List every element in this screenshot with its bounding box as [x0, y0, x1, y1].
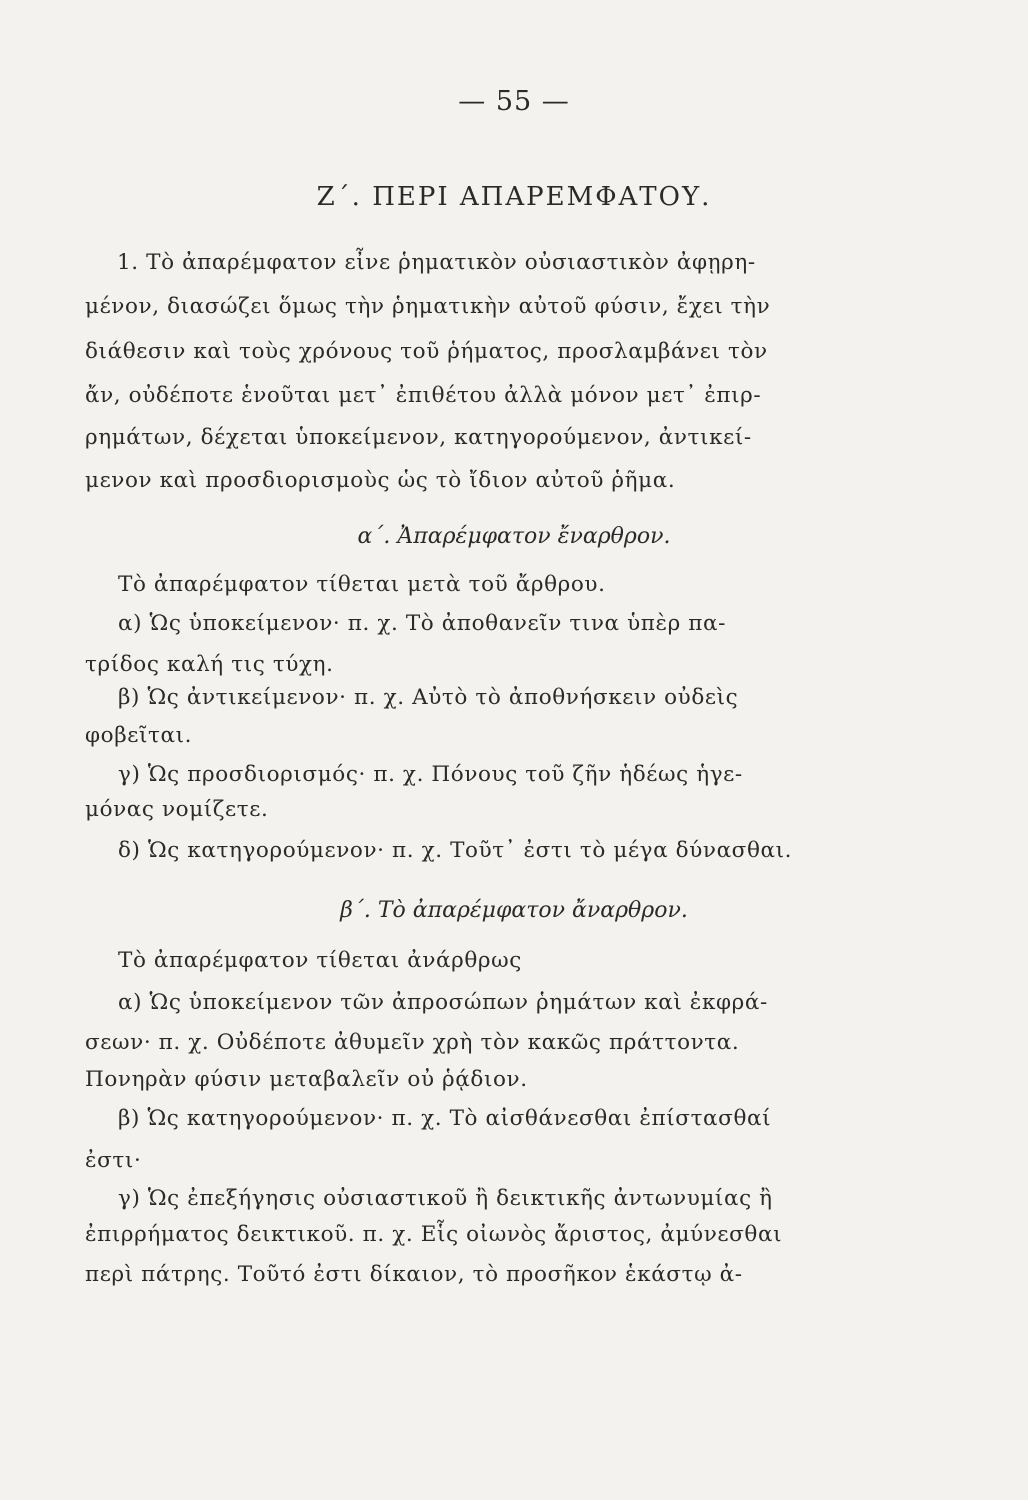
text-line: δ) Ὡς κατηγορούμενον· π. χ. Τοῦτ᾽ ἐστι τὸ μέγα δύνασθαι. [118, 838, 793, 863]
intro-line: μενον καὶ προσδιορισμοὺς ὡς τὸ ἴδιον αὐτοῦ ῥῆμα. [85, 468, 676, 493]
intro-line: ἄν, οὐδέποτε ἑνοῦται μετ᾽ ἐπιθέτου ἀλλὰ μόνον μετ᾽ ἐπιρ- [85, 383, 762, 408]
text-line: α) Ὡς ὑποκείμενον· π. χ. Τὸ ἀποθανεῖν τινα ὑπὲρ πα- [118, 611, 727, 636]
text-line: μόνας νομίζετε. [85, 797, 269, 822]
text-line: γ) Ὡς ἐπεξήγησις οὐσιαστικοῦ ἢ δεικτικῆς ἀντωνυμίας ἢ [118, 1186, 773, 1211]
section-heading: α΄. Ἀπαρέμφατον ἔναρθρον. [357, 524, 671, 549]
text-line: β) Ὡς κατηγορούμενον· π. χ. Τὸ αἰσθάνεσθαι ἐπίστασθαί [118, 1106, 772, 1131]
text-line: τρίδος καλή τις τύχη. [85, 652, 334, 677]
intro-line: ρημάτων, δέχεται ὑποκείμενον, κατηγορούμενον, ἀντικεί- [85, 425, 752, 450]
section-heading: β΄. Τὸ ἀπαρέμφατον ἄναρθρον. [340, 898, 688, 923]
text-line: ἐπιρρήματος δεικτικοῦ. π. χ. Εἷς οἰωνὸς ἄριστος, ἀμύνεσθαι [85, 1222, 783, 1247]
text-line: γ) Ὡς προσδιορισμός· π. χ. Πόνους τοῦ ζῆν ἡδέως ἡγε- [118, 762, 743, 787]
text-line: ἐστι· [85, 1148, 142, 1173]
text-line: σεων· π. χ. Οὐδέποτε ἀθυμεῖν χρὴ τὸν κακῶς πράττοντα. [85, 1030, 740, 1055]
intro-line: μένον, διασώζει ὅμως τὴν ῥηματικὴν αὐτοῦ φύσιν, ἔχει τὴν [85, 294, 771, 319]
chapter-title: Ζ΄. ΠΕΡΙ ΑΠΑΡΕΜΦΑΤΟΥ. [316, 182, 712, 212]
text-line: Τὸ ἀπαρέμφατον τίθεται μετὰ τοῦ ἄρθρου. [118, 572, 606, 597]
intro-line: 1. Τὸ ἀπαρέμφατον εἶνε ῥηματικὸν οὐσιαστικὸν ἀφῃρη- [117, 250, 756, 275]
intro-line: διάθεσιν καὶ τοὺς χρόνους τοῦ ῥήματος, προσλαμβάνει τὸν [85, 339, 768, 364]
page-number: — 55 — [458, 86, 570, 117]
text-line: α) Ὡς ὑποκείμενον τῶν ἀπροσώπων ῥημάτων καὶ ἐκφρά- [118, 990, 768, 1015]
text-line: Τὸ ἀπαρέμφατον τίθεται ἀνάρθρως [118, 948, 522, 973]
text-line: Πονηρὰν φύσιν μεταβαλεῖν οὐ ῥᾴδιον. [85, 1067, 528, 1092]
text-line: περὶ πάτρης. Τοῦτό ἐστι δίκαιον, τὸ προσῆκον ἑκάστῳ ἀ- [85, 1262, 743, 1287]
text-line: φοβεῖται. [85, 723, 193, 748]
text-line: β) Ὡς ἀντικείμενον· π. χ. Αὐτὸ τὸ ἀποθνήσκειν οὐδεὶς [118, 685, 739, 710]
